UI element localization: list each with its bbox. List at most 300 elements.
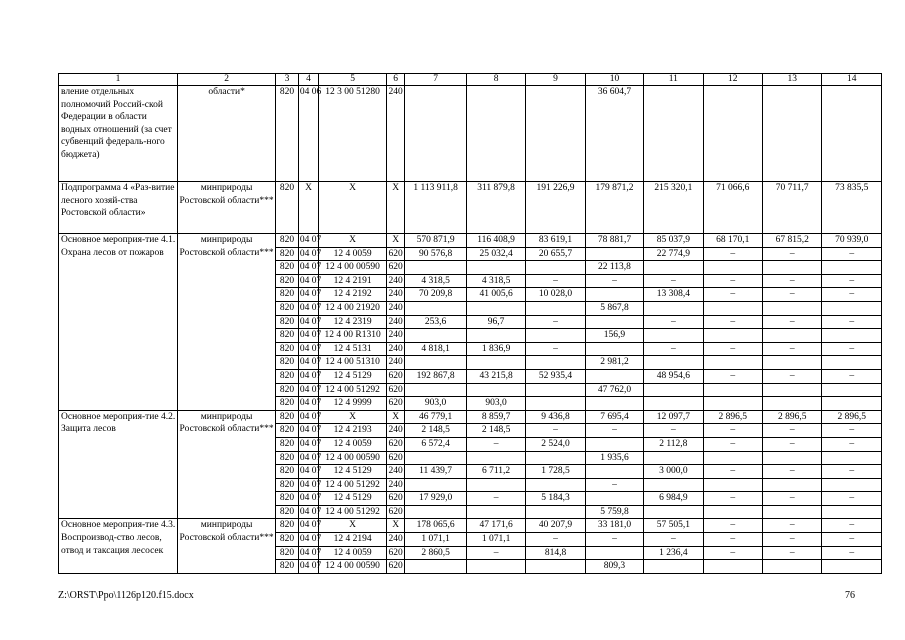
- table-cell: [526, 383, 585, 397]
- table-cell: [466, 356, 525, 370]
- table-cell: –: [526, 274, 585, 288]
- table-cell: 46 779,1: [405, 410, 466, 424]
- table-cell: [644, 383, 703, 397]
- table-cell: –: [822, 519, 882, 533]
- column-header: 5: [319, 74, 387, 86]
- table-cell: [822, 86, 882, 182]
- table-cell: [405, 86, 466, 182]
- column-header: 3: [276, 74, 299, 86]
- table-cell: [644, 261, 703, 275]
- table-cell: [585, 288, 643, 302]
- table-cell: [466, 505, 525, 519]
- table-cell: 04 07: [298, 261, 318, 275]
- table-cell: [585, 315, 643, 329]
- table-cell: 240: [386, 329, 404, 343]
- table-cell: [526, 301, 585, 315]
- table-cell: 12 4 9999: [319, 397, 387, 411]
- table-cell: [405, 356, 466, 370]
- table-cell: 10 028,0: [526, 288, 585, 302]
- table-cell: 12 4 0059: [319, 247, 387, 261]
- table-cell: 820: [276, 397, 299, 411]
- table-cell: [822, 397, 882, 411]
- table-cell: 820: [276, 546, 299, 560]
- row-label: вление отдельных полномочий Россий-ской Федерации в области водных отношений (за счет субвенций федераль-ного бюджета): [59, 86, 178, 182]
- table-row: [59, 519, 882, 533]
- table-cell: 179 871,2: [585, 182, 643, 234]
- table-cell: 25 032,4: [466, 247, 525, 261]
- table-cell: –: [822, 546, 882, 560]
- table-cell: [405, 301, 466, 315]
- table-cell: [526, 478, 585, 492]
- table-cell: [763, 329, 822, 343]
- table-cell: 191 226,9: [526, 182, 585, 234]
- table-cell: 2 148,5: [405, 424, 466, 438]
- table-cell: [644, 329, 703, 343]
- table-cell: –: [466, 492, 525, 506]
- table-cell: 12 4 5131: [319, 342, 387, 356]
- table-cell: 814,8: [526, 546, 585, 560]
- table-cell: 67 815,2: [763, 234, 822, 248]
- table-cell: [466, 560, 525, 574]
- table-cell: –: [763, 465, 822, 479]
- table-cell: –: [526, 424, 585, 438]
- table-cell: [703, 397, 762, 411]
- table-cell: [526, 86, 585, 182]
- table-cell: 820: [276, 519, 299, 533]
- table-cell: 2 148,5: [466, 424, 525, 438]
- column-header: 1: [59, 74, 178, 86]
- table-cell: 12 4 00 21920: [319, 301, 387, 315]
- table-cell: –: [763, 274, 822, 288]
- table-cell: –: [703, 519, 762, 533]
- table-cell: 620: [386, 546, 404, 560]
- table-cell: –: [585, 478, 643, 492]
- table-cell: 04 07: [298, 234, 318, 248]
- table-cell: 820: [276, 234, 299, 248]
- table-cell: –: [585, 274, 643, 288]
- table-cell: –: [703, 247, 762, 261]
- table-cell: [703, 560, 762, 574]
- table-cell: 70 939,0: [822, 234, 882, 248]
- table-cell: [466, 261, 525, 275]
- table-cell: [405, 478, 466, 492]
- table-cell: [405, 383, 466, 397]
- table-cell: 90 576,8: [405, 247, 466, 261]
- table-row: [59, 182, 882, 234]
- table-cell: 41 005,6: [466, 288, 525, 302]
- column-header: 13: [763, 74, 822, 86]
- table-cell: 04 07: [298, 546, 318, 560]
- table-cell: [526, 329, 585, 343]
- table-cell: –: [822, 274, 882, 288]
- table-cell: –: [526, 315, 585, 329]
- table-cell: [644, 505, 703, 519]
- table-cell: –: [763, 424, 822, 438]
- table-cell: –: [703, 424, 762, 438]
- table-cell: 820: [276, 533, 299, 547]
- table-cell: [644, 356, 703, 370]
- table-cell: 47 762,0: [585, 383, 643, 397]
- table-cell: 620: [386, 437, 404, 451]
- table-cell: [526, 560, 585, 574]
- footer-file-path: Z:\ORST\Ppo\1126p120.f15.docx: [58, 590, 194, 601]
- table-cell: [466, 451, 525, 465]
- table-cell: [585, 247, 643, 261]
- table-cell: –: [763, 315, 822, 329]
- table-cell: 240: [386, 274, 404, 288]
- table-cell: X: [298, 182, 318, 234]
- table-cell: 04 07: [298, 397, 318, 411]
- table-cell: [822, 329, 882, 343]
- table-cell: 04 07: [298, 451, 318, 465]
- table-cell: 240: [386, 86, 404, 182]
- table-cell: 04 07: [298, 288, 318, 302]
- table-cell: [526, 356, 585, 370]
- table-cell: 04 07: [298, 274, 318, 288]
- table-cell: 1 728,5: [526, 465, 585, 479]
- table-cell: 12 4 2193: [319, 424, 387, 438]
- table-cell: 7 695,4: [585, 410, 643, 424]
- table-cell: 48 954,6: [644, 369, 703, 383]
- table-cell: 820: [276, 383, 299, 397]
- table-cell: 04 07: [298, 410, 318, 424]
- table-cell: 620: [386, 505, 404, 519]
- table-cell: –: [763, 288, 822, 302]
- table-cell: 12 4 2192: [319, 288, 387, 302]
- table-cell: [763, 505, 822, 519]
- table-cell: 17 929,0: [405, 492, 466, 506]
- table-cell: 4 318,5: [405, 274, 466, 288]
- table-cell: 2 860,5: [405, 546, 466, 560]
- table-cell: 5 184,3: [526, 492, 585, 506]
- table-cell: 820: [276, 182, 299, 234]
- table-cell: 04 07: [298, 519, 318, 533]
- responsible-executor: минприроды Ростовской области***: [177, 410, 275, 519]
- table-cell: [822, 478, 882, 492]
- table-cell: –: [644, 274, 703, 288]
- table-cell: 12 4 2319: [319, 315, 387, 329]
- table-cell: 240: [386, 533, 404, 547]
- table-cell: 620: [386, 560, 404, 574]
- table-cell: –: [763, 342, 822, 356]
- table-cell: –: [703, 369, 762, 383]
- table-cell: 52 935,4: [526, 369, 585, 383]
- table-cell: 820: [276, 424, 299, 438]
- table-cell: [703, 451, 762, 465]
- table-cell: 240: [386, 288, 404, 302]
- table-cell: 04 07: [298, 315, 318, 329]
- table-cell: X: [319, 519, 387, 533]
- table-cell: 70 209,8: [405, 288, 466, 302]
- table-cell: –: [644, 424, 703, 438]
- column-header: 12: [703, 74, 762, 86]
- responsible-executor: области*: [177, 86, 275, 182]
- table-cell: 1 071,1: [466, 533, 525, 547]
- table-cell: –: [644, 342, 703, 356]
- table-cell: –: [585, 533, 643, 547]
- table-cell: –: [822, 247, 882, 261]
- table-cell: –: [822, 342, 882, 356]
- table-cell: –: [703, 342, 762, 356]
- table-cell: 311 879,8: [466, 182, 525, 234]
- table-cell: 4 818,1: [405, 342, 466, 356]
- table-cell: 820: [276, 86, 299, 182]
- table-cell: [585, 546, 643, 560]
- table-cell: [526, 261, 585, 275]
- table-cell: 1 236,4: [644, 546, 703, 560]
- table-cell: 116 408,9: [466, 234, 525, 248]
- table-cell: –: [703, 546, 762, 560]
- table-cell: 04 07: [298, 369, 318, 383]
- table-cell: [703, 478, 762, 492]
- table-cell: X: [319, 410, 387, 424]
- table-cell: 2 981,2: [585, 356, 643, 370]
- column-header: 11: [644, 74, 703, 86]
- table-cell: 192 867,8: [405, 369, 466, 383]
- table-cell: 12 4 2191: [319, 274, 387, 288]
- table-cell: [405, 505, 466, 519]
- table-cell: 47 171,6: [466, 519, 525, 533]
- table-cell: 240: [386, 315, 404, 329]
- table-cell: [585, 369, 643, 383]
- table-cell: 620: [386, 369, 404, 383]
- table-cell: 215 320,1: [644, 182, 703, 234]
- table-cell: 12 4 5129: [319, 492, 387, 506]
- table-cell: [763, 397, 822, 411]
- table-cell: 2 896,5: [763, 410, 822, 424]
- table-cell: 04 07: [298, 247, 318, 261]
- table-cell: 4 318,5: [466, 274, 525, 288]
- table-cell: 12 4 0059: [319, 437, 387, 451]
- table-cell: [405, 261, 466, 275]
- table-cell: 820: [276, 560, 299, 574]
- table-cell: [703, 505, 762, 519]
- table-cell: 04 07: [298, 492, 318, 506]
- table-cell: [822, 560, 882, 574]
- table-cell: 620: [386, 261, 404, 275]
- table-cell: 240: [386, 478, 404, 492]
- table-cell: –: [822, 533, 882, 547]
- table-cell: 2 524,0: [526, 437, 585, 451]
- table-cell: [585, 492, 643, 506]
- table-cell: [822, 356, 882, 370]
- table-cell: 2 896,5: [703, 410, 762, 424]
- table-cell: –: [703, 315, 762, 329]
- table-cell: 1 071,1: [405, 533, 466, 547]
- table-cell: [703, 383, 762, 397]
- table-cell: 820: [276, 247, 299, 261]
- table-cell: [703, 301, 762, 315]
- table-cell: 12 4 00 R1310: [319, 329, 387, 343]
- table-cell: 12 3 00 51280: [319, 86, 387, 182]
- page-number: 76: [845, 590, 855, 601]
- table-cell: [526, 397, 585, 411]
- table-cell: 12 4 00 51310: [319, 356, 387, 370]
- table-cell: –: [763, 519, 822, 533]
- table-cell: 04 07: [298, 383, 318, 397]
- table-cell: 96,7: [466, 315, 525, 329]
- table-cell: 820: [276, 274, 299, 288]
- table-cell: [585, 437, 643, 451]
- table-cell: 2 896,5: [822, 410, 882, 424]
- table-row: [59, 410, 882, 424]
- table-cell: [585, 397, 643, 411]
- table-cell: –: [763, 369, 822, 383]
- column-header: 14: [822, 74, 882, 86]
- table-cell: 820: [276, 492, 299, 506]
- table-cell: 12 4 5129: [319, 465, 387, 479]
- table-cell: 3 000,0: [644, 465, 703, 479]
- table-cell: 36 604,7: [585, 86, 643, 182]
- table-cell: 820: [276, 315, 299, 329]
- table-cell: [585, 465, 643, 479]
- table-cell: [822, 451, 882, 465]
- table-cell: 83 619,1: [526, 234, 585, 248]
- table-cell: 04 07: [298, 437, 318, 451]
- table-cell: 04 07: [298, 342, 318, 356]
- table-cell: 156,9: [585, 329, 643, 343]
- responsible-executor: минприроды Ростовской области***: [177, 182, 275, 234]
- table-cell: 240: [386, 356, 404, 370]
- table-cell: 12 4 00 51292: [319, 478, 387, 492]
- responsible-executor: минприроды Ростовской области***: [177, 519, 275, 573]
- table-cell: 620: [386, 451, 404, 465]
- budget-table: [58, 73, 882, 574]
- table-cell: 04 06: [298, 86, 318, 182]
- table-cell: 78 881,7: [585, 234, 643, 248]
- table-cell: [644, 301, 703, 315]
- table-cell: 820: [276, 369, 299, 383]
- column-header: 9: [526, 74, 585, 86]
- table-cell: 04 07: [298, 505, 318, 519]
- table-cell: 33 181,0: [585, 519, 643, 533]
- table-cell: 6 572,4: [405, 437, 466, 451]
- column-header: 4: [298, 74, 318, 86]
- table-cell: [763, 451, 822, 465]
- table-cell: [466, 329, 525, 343]
- table-cell: [405, 451, 466, 465]
- table-cell: 9 436,8: [526, 410, 585, 424]
- table-cell: 240: [386, 342, 404, 356]
- table-cell: –: [703, 465, 762, 479]
- responsible-executor: минприроды Ростовской области***: [177, 234, 275, 411]
- table-cell: –: [703, 437, 762, 451]
- table-cell: 12 097,7: [644, 410, 703, 424]
- table-cell: 8 859,7: [466, 410, 525, 424]
- table-cell: 12 4 00 00590: [319, 261, 387, 275]
- table-cell: 70 711,7: [763, 182, 822, 234]
- table-cell: 240: [386, 424, 404, 438]
- table-cell: 22 774,9: [644, 247, 703, 261]
- row-label: Подпрограмма 4 «Раз-витие лесного хозяй-ства Ростовской области»: [59, 182, 178, 234]
- table-row: [59, 86, 882, 182]
- table-cell: –: [763, 492, 822, 506]
- table-cell: [763, 86, 822, 182]
- table-cell: [644, 478, 703, 492]
- row-label: Основное мероприя-тие 4.1. Охрана лесов от пожаров: [59, 234, 178, 411]
- table-cell: X: [386, 234, 404, 248]
- table-cell: 1 935,6: [585, 451, 643, 465]
- row-label: Основное мероприя-тие 4.2. Защита лесов: [59, 410, 178, 519]
- table-cell: 04 07: [298, 356, 318, 370]
- table-cell: 20 655,7: [526, 247, 585, 261]
- table-cell: 5 867,8: [585, 301, 643, 315]
- table-cell: 820: [276, 505, 299, 519]
- table-cell: [405, 329, 466, 343]
- table-cell: [466, 301, 525, 315]
- column-header: 6: [386, 74, 404, 86]
- table-cell: [703, 329, 762, 343]
- table-cell: [466, 383, 525, 397]
- table-cell: 253,6: [405, 315, 466, 329]
- table-cell: 04 07: [298, 301, 318, 315]
- table-cell: 1 113 911,8: [405, 182, 466, 234]
- table-cell: –: [526, 533, 585, 547]
- table-body: [59, 74, 882, 574]
- table-cell: 04 07: [298, 329, 318, 343]
- table-cell: –: [644, 533, 703, 547]
- column-header: 8: [466, 74, 525, 86]
- table-row: [59, 234, 882, 248]
- table-cell: 11 439,7: [405, 465, 466, 479]
- table-cell: –: [466, 546, 525, 560]
- table-cell: 240: [386, 465, 404, 479]
- column-header: 7: [405, 74, 466, 86]
- table-cell: 57 505,1: [644, 519, 703, 533]
- table-cell: X: [386, 410, 404, 424]
- table-cell: [763, 383, 822, 397]
- table-cell: –: [763, 437, 822, 451]
- table-cell: [585, 342, 643, 356]
- table-cell: [763, 261, 822, 275]
- table-cell: 820: [276, 478, 299, 492]
- table-cell: 570 871,9: [405, 234, 466, 248]
- table-cell: –: [644, 315, 703, 329]
- table-cell: –: [763, 533, 822, 547]
- column-header: 2: [177, 74, 275, 86]
- table-cell: 04 07: [298, 465, 318, 479]
- table-cell: 2 112,8: [644, 437, 703, 451]
- table-cell: [763, 478, 822, 492]
- table-cell: 820: [276, 301, 299, 315]
- table-cell: 22 113,8: [585, 261, 643, 275]
- table-cell: –: [822, 437, 882, 451]
- table-cell: 12 4 00 00590: [319, 451, 387, 465]
- table-cell: 620: [386, 383, 404, 397]
- table-cell: 40 207,9: [526, 519, 585, 533]
- table-cell: [763, 560, 822, 574]
- table-cell: 71 066,6: [703, 182, 762, 234]
- table-cell: 820: [276, 329, 299, 343]
- table-cell: X: [319, 182, 387, 234]
- table-cell: –: [822, 288, 882, 302]
- table-cell: 820: [276, 356, 299, 370]
- table-cell: –: [822, 492, 882, 506]
- table-cell: [822, 383, 882, 397]
- table-cell: –: [585, 424, 643, 438]
- header-row: [59, 74, 882, 86]
- table-cell: 620: [386, 247, 404, 261]
- table-cell: 12 4 0059: [319, 546, 387, 560]
- table-cell: –: [763, 247, 822, 261]
- table-cell: [763, 301, 822, 315]
- table-cell: 820: [276, 410, 299, 424]
- table-cell: 620: [386, 397, 404, 411]
- table-cell: 04 07: [298, 560, 318, 574]
- table-cell: 240: [386, 301, 404, 315]
- table-cell: [526, 505, 585, 519]
- table-cell: 43 215,8: [466, 369, 525, 383]
